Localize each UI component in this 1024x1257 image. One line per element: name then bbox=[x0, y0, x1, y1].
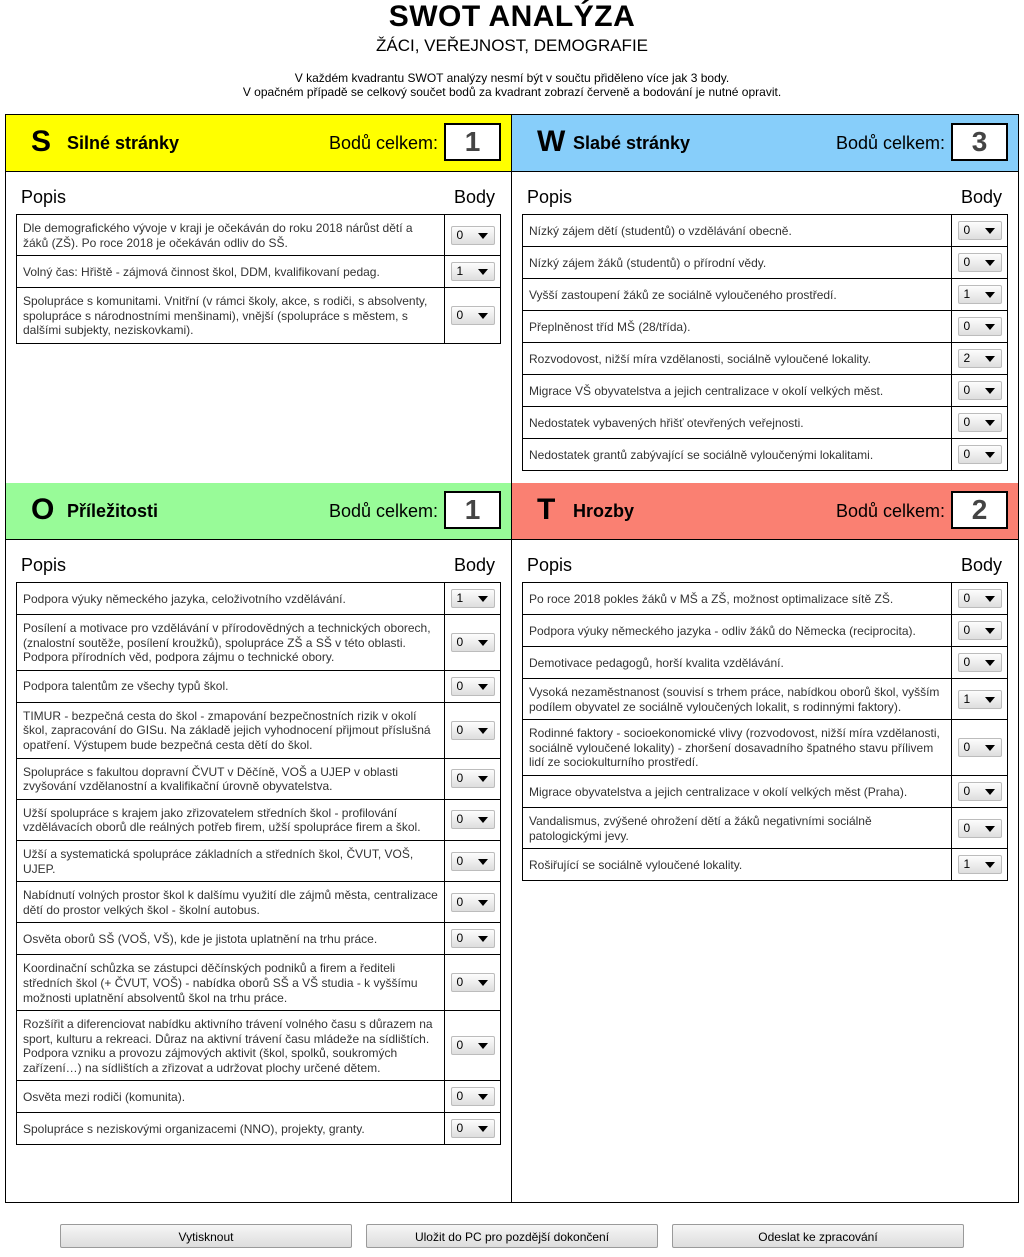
points-select[interactable] bbox=[451, 769, 495, 788]
list-header bbox=[512, 172, 1018, 214]
quadrant-name: Příležitosti bbox=[67, 501, 159, 521]
points-select-value: 0 bbox=[963, 223, 971, 237]
item-description bbox=[17, 215, 444, 255]
chevron-down-icon bbox=[478, 817, 488, 823]
item-list bbox=[16, 582, 501, 1145]
chevron-down-icon bbox=[985, 862, 995, 868]
item-points-cell bbox=[951, 615, 1007, 646]
item-description bbox=[17, 800, 444, 840]
total-points: 1 bbox=[444, 491, 501, 529]
instructions-line-1: V každém kvadrantu SWOT analýzy nesmí být v součtu přiděleno více jak 3 body. bbox=[294, 71, 730, 85]
item-description bbox=[523, 343, 951, 374]
item-description-text: Nedostatek vybavených hřišť otevřených veřejnosti. bbox=[529, 415, 804, 430]
item-description-text: Rodinné faktory - socioekonomické vlivy (rozvodovost, nižší míra vzdělanosti, sociálně vyloučené lokality) - zhoršení dosavadního špatného stavu přílivem lidí ze sociokulturního prostředí. bbox=[529, 726, 940, 770]
item-description bbox=[17, 759, 444, 799]
item-description bbox=[17, 671, 444, 702]
item-points-cell bbox=[444, 615, 500, 670]
points-select[interactable] bbox=[958, 653, 1002, 672]
list-item bbox=[17, 759, 500, 800]
points-select-value: 0 bbox=[456, 1089, 464, 1104]
item-description-text: Vyšší zastoupení žáků ze sociálně vyloučeného prostředí. bbox=[529, 287, 837, 302]
quadrant-letter: W bbox=[537, 125, 566, 158]
item-points-cell bbox=[951, 215, 1007, 246]
item-description-text: Nedostatek grantů zabývající se sociálně vyloučenými lokalitami. bbox=[529, 447, 874, 462]
column-header-description: Popis bbox=[527, 555, 573, 575]
quadrant-name: Slabé stránky bbox=[573, 133, 691, 153]
item-description bbox=[523, 375, 951, 406]
save-to-pc-button[interactable]: Uložit do PC pro pozdější dokončení bbox=[366, 1224, 658, 1248]
quadrant-name: Hrozby bbox=[573, 501, 635, 521]
chevron-down-icon bbox=[985, 745, 995, 751]
column-header-description: Popis bbox=[21, 187, 67, 207]
points-select-value: 0 bbox=[963, 655, 971, 669]
item-description-text: TIMUR - bezpečná cesta do škol - zmapování bezpečnostních rizik v okolí škol, zapracování do GISu. Na základě jejich vyhodnocení přijmout příslušná opatření. Výstupem bude bezpečná cesta dětí do škol. bbox=[23, 708, 431, 752]
item-description-text: Dle demografického vývoje v kraji je očekáván do roku 2018 nárůst dětí a žáků (ZŠ). Po roce 2018 je očekáván odliv do SŠ. bbox=[23, 221, 413, 250]
points-select-value: 0 bbox=[963, 255, 971, 269]
chevron-down-icon bbox=[985, 420, 995, 426]
points-select[interactable] bbox=[451, 810, 495, 829]
chevron-down-icon bbox=[985, 292, 995, 298]
item-points-cell bbox=[951, 247, 1007, 278]
list-item bbox=[17, 955, 500, 1011]
points-select[interactable] bbox=[451, 852, 495, 871]
points-select[interactable] bbox=[451, 1036, 495, 1055]
list-item bbox=[17, 215, 500, 256]
list-item bbox=[523, 583, 1007, 615]
list-header bbox=[6, 540, 511, 582]
item-description-text: Podpora talentům ze všechy typů škol. bbox=[23, 679, 229, 694]
chevron-down-icon bbox=[985, 324, 995, 330]
points-select-value: 0 bbox=[456, 931, 464, 946]
list-item bbox=[17, 1081, 500, 1113]
chevron-down-icon bbox=[985, 826, 995, 832]
points-select[interactable] bbox=[451, 893, 495, 912]
chevron-down-icon bbox=[985, 660, 995, 666]
quadrant-threats bbox=[512, 483, 1018, 1202]
item-points-cell bbox=[951, 407, 1007, 438]
total-label: Bodů celkem: bbox=[328, 501, 438, 521]
points-select-value: 0 bbox=[963, 783, 971, 798]
points-select-value: 0 bbox=[963, 623, 971, 637]
points-select-value: 0 bbox=[456, 812, 464, 827]
item-description-text: Osvěta oborů SŠ (VOŠ, VŠ), kde je jistota uplatnění na trhu práce. bbox=[23, 932, 378, 947]
points-select-value: 0 bbox=[456, 771, 464, 786]
item-points-cell bbox=[444, 882, 500, 922]
item-description-text: Demotivace pedagogů, horší kvalita vzdělávání. bbox=[529, 655, 784, 670]
chevron-down-icon bbox=[985, 789, 995, 795]
item-description bbox=[523, 279, 951, 310]
item-description bbox=[17, 256, 444, 287]
points-select-value: 1 bbox=[456, 264, 464, 279]
item-description-text: Posílení a motivace pro vzdělávání v přírodovědných a technických oborech, (znalostní soutěže, posílení kroužků), spolupráce ZŠ a SŠ v této oblasti. Podpora přírodních věd, podpora zájmu o technické obory. bbox=[23, 621, 431, 665]
quadrant-letter: T bbox=[537, 493, 556, 526]
item-description-text: Přeplněnost tříd MŠ (28/třída). bbox=[529, 319, 691, 334]
item-description-text: Podpora výuky německého jazyka, celoživotního vzdělávání. bbox=[23, 591, 346, 606]
list-item bbox=[523, 215, 1007, 247]
quadrant-strengths bbox=[6, 115, 512, 483]
points-select-value: 0 bbox=[963, 319, 971, 333]
item-list bbox=[522, 214, 1008, 471]
list-item bbox=[17, 671, 500, 703]
list-item bbox=[523, 343, 1007, 375]
chevron-down-icon bbox=[478, 684, 488, 690]
points-select[interactable] bbox=[451, 306, 495, 325]
item-description bbox=[523, 215, 951, 246]
list-item bbox=[17, 288, 500, 344]
list-item bbox=[17, 1113, 500, 1145]
quadrant-header bbox=[6, 115, 511, 172]
quadrant-opportunities bbox=[6, 483, 512, 1202]
list-item bbox=[523, 311, 1007, 343]
quadrant-letter: S bbox=[31, 125, 52, 158]
list-item bbox=[17, 703, 500, 759]
item-points-cell bbox=[951, 375, 1007, 406]
item-points-cell bbox=[444, 923, 500, 954]
list-item bbox=[523, 247, 1007, 279]
column-header-description: Popis bbox=[21, 555, 67, 575]
item-points-cell bbox=[951, 849, 1007, 880]
item-description bbox=[17, 1081, 444, 1112]
item-description bbox=[523, 720, 951, 775]
item-points-cell bbox=[951, 439, 1007, 470]
total-points: 1 bbox=[444, 123, 501, 161]
chevron-down-icon bbox=[478, 859, 488, 865]
item-description bbox=[523, 247, 951, 278]
chevron-down-icon bbox=[985, 697, 995, 703]
column-header-points: Body bbox=[453, 555, 495, 575]
list-item bbox=[523, 279, 1007, 311]
item-points-cell bbox=[951, 647, 1007, 678]
item-points-cell bbox=[444, 841, 500, 881]
chevron-down-icon bbox=[985, 356, 995, 362]
chevron-down-icon bbox=[478, 900, 488, 906]
chevron-down-icon bbox=[985, 452, 995, 458]
points-select-value: 0 bbox=[456, 308, 464, 323]
item-description-text: Rozvodovost, nižší míra vzdělanosti, sociálně vyloučené lokality. bbox=[529, 351, 871, 366]
list-header bbox=[6, 172, 511, 214]
item-description bbox=[17, 1113, 444, 1144]
points-select[interactable] bbox=[958, 349, 1002, 368]
quadrant-header bbox=[512, 483, 1018, 540]
chevron-down-icon bbox=[478, 313, 488, 319]
item-points-cell bbox=[444, 759, 500, 799]
item-description-text: Spolupráce s fakultou dopravní ČVUT v Děčíně, VOŠ a UJEP v oblasti zvyšování vzdělanostní a kvalifikační úrovně obyvatelstva. bbox=[23, 764, 399, 794]
list-item bbox=[17, 615, 500, 671]
item-description bbox=[17, 1011, 444, 1080]
item-description bbox=[523, 311, 951, 342]
item-description bbox=[17, 288, 444, 343]
item-points-cell bbox=[444, 703, 500, 758]
item-points-cell bbox=[444, 1113, 500, 1144]
item-description-text: Užší a systematická spolupráce základních a středních škol, ČVUT, VOŠ, UJEP. bbox=[23, 846, 414, 876]
points-select[interactable] bbox=[958, 690, 1002, 709]
points-select-value: 0 bbox=[456, 678, 464, 693]
points-select[interactable] bbox=[451, 929, 495, 948]
quadrant-header bbox=[512, 115, 1018, 172]
list-item bbox=[17, 1011, 500, 1081]
points-select-value: 0 bbox=[456, 227, 464, 242]
total-label: Bodů celkem: bbox=[328, 133, 438, 153]
instructions-line-2: V opačném případě se celkový součet bodů za kvadrant zobrazí červeně a bodování je nutné opravit. bbox=[242, 85, 782, 99]
item-list bbox=[16, 214, 501, 344]
points-select[interactable] bbox=[958, 855, 1002, 874]
points-select-value: 0 bbox=[456, 894, 464, 909]
points-select-value: 0 bbox=[963, 740, 971, 755]
points-select-value: 0 bbox=[456, 722, 464, 737]
chevron-down-icon bbox=[478, 596, 488, 602]
list-item bbox=[523, 439, 1007, 471]
list-item bbox=[17, 923, 500, 955]
quadrant-weaknesses bbox=[512, 115, 1018, 483]
chevron-down-icon bbox=[478, 640, 488, 646]
item-list bbox=[522, 582, 1008, 881]
item-points-cell bbox=[951, 343, 1007, 374]
item-description bbox=[523, 776, 951, 807]
item-points-cell bbox=[444, 671, 500, 702]
item-description bbox=[523, 849, 951, 880]
column-header-points: Body bbox=[960, 187, 1002, 207]
points-select-value: 1 bbox=[963, 287, 971, 301]
page-subtitle: ŽÁCI, VEŘEJNOST, DEMOGRAFIE bbox=[375, 36, 649, 55]
points-select-value: 0 bbox=[963, 383, 971, 397]
points-select[interactable] bbox=[958, 317, 1002, 336]
quadrant-name: Silné stránky bbox=[67, 133, 180, 153]
item-points-cell bbox=[444, 215, 500, 255]
item-points-cell bbox=[444, 288, 500, 343]
points-select[interactable] bbox=[958, 253, 1002, 272]
list-item bbox=[523, 375, 1007, 407]
item-description-text: Rošiřující se sociálně vyloučené lokality. bbox=[529, 857, 743, 872]
item-description bbox=[17, 955, 444, 1010]
points-select[interactable] bbox=[958, 381, 1002, 400]
chevron-down-icon bbox=[985, 596, 995, 602]
list-item bbox=[523, 407, 1007, 439]
page-title: SWOT ANALÝZA bbox=[388, 0, 636, 33]
item-description bbox=[17, 583, 444, 614]
item-description-text: Migrace VŠ obyvatelstva a jejich centralizace v okolí velkých měst. bbox=[529, 383, 884, 398]
item-description-text: Užší spolupráce s krajem jako zřizovatelem středních škol - profilování vzdělávacích oborů dle reálných potřeb firem, užší spolupráce firem a škol. bbox=[23, 805, 421, 835]
item-points-cell bbox=[444, 1011, 500, 1080]
points-select[interactable] bbox=[958, 221, 1002, 240]
list-item bbox=[17, 882, 500, 923]
list-item bbox=[523, 849, 1007, 881]
list-item bbox=[17, 256, 500, 288]
item-description-text: Nabídnutí volných prostor škol k dalšímu využití dle zájmů města, centralizace dětí do prostor velkých škol - školní autobus. bbox=[23, 888, 438, 917]
list-item bbox=[523, 679, 1007, 720]
item-description bbox=[523, 647, 951, 678]
column-header-description: Popis bbox=[527, 187, 573, 207]
item-description bbox=[523, 583, 951, 614]
chevron-down-icon bbox=[478, 269, 488, 275]
item-description bbox=[17, 923, 444, 954]
chevron-down-icon bbox=[478, 980, 488, 986]
item-points-cell bbox=[444, 800, 500, 840]
item-points-cell bbox=[951, 583, 1007, 614]
item-points-cell bbox=[951, 776, 1007, 807]
chevron-down-icon bbox=[478, 233, 488, 239]
chevron-down-icon bbox=[985, 228, 995, 234]
chevron-down-icon bbox=[478, 1094, 488, 1100]
list-item bbox=[523, 615, 1007, 647]
quadrant-letter: O bbox=[31, 493, 55, 526]
list-item bbox=[17, 841, 500, 882]
item-points-cell bbox=[951, 311, 1007, 342]
item-description-text: Podpora výuky německého jazyka - odliv žáků do Německa (reciprocita). bbox=[529, 623, 916, 638]
item-points-cell bbox=[951, 679, 1007, 719]
item-description-text: Spolupráce s neziskovými organizacemi (NNO), projekty, granty. bbox=[23, 1122, 365, 1137]
points-select[interactable] bbox=[958, 738, 1002, 757]
points-select-value: 0 bbox=[963, 415, 971, 429]
total-points: 2 bbox=[951, 491, 1008, 529]
swot-grid bbox=[5, 114, 1019, 1203]
column-header-points: Body bbox=[960, 555, 1002, 575]
item-points-cell bbox=[444, 1081, 500, 1112]
points-select-value: 0 bbox=[456, 634, 464, 649]
list-item bbox=[17, 583, 500, 615]
quadrant-header bbox=[6, 483, 511, 540]
list-item bbox=[523, 776, 1007, 808]
points-select[interactable] bbox=[958, 413, 1002, 432]
chevron-down-icon bbox=[985, 388, 995, 394]
item-description-text: Migrace obyvatelstva a jejich centralizace v okolí velkých měst (Praha). bbox=[529, 784, 908, 799]
item-description bbox=[523, 407, 951, 438]
points-select[interactable] bbox=[958, 782, 1002, 801]
list-item bbox=[523, 720, 1007, 776]
item-description-text: Po roce 2018 pokles žáků v MŠ a ZŠ, možnost optimalizace sítě ZŠ. bbox=[529, 591, 894, 606]
total-label: Bodů celkem: bbox=[835, 501, 945, 521]
instructions bbox=[0, 71, 1024, 99]
points-select[interactable] bbox=[451, 677, 495, 696]
item-points-cell bbox=[951, 808, 1007, 848]
points-select-value: 1 bbox=[456, 591, 464, 605]
list-item bbox=[523, 647, 1007, 679]
item-points-cell bbox=[951, 279, 1007, 310]
total-points: 3 bbox=[951, 123, 1008, 161]
points-select-value: 2 bbox=[963, 351, 971, 365]
item-description-text: Vysoká nezaměstnanost (souvisí s trhem práce, nabídkou oborů škol, vyšším podílem obyvatel ze sociálně vyloučených lokalit, s rodinnými faktory). bbox=[529, 685, 940, 714]
points-select[interactable] bbox=[958, 589, 1002, 608]
points-select[interactable] bbox=[958, 445, 1002, 464]
item-points-cell bbox=[951, 720, 1007, 775]
item-description-text: Volný čas: Hřiště - zájmová činnost škol, DDM, kvalifikovaní pedag. bbox=[23, 264, 380, 279]
chevron-down-icon bbox=[478, 728, 488, 734]
item-points-cell bbox=[444, 256, 500, 287]
send-button[interactable]: Odeslat ke zpracování bbox=[672, 1224, 964, 1248]
chevron-down-icon bbox=[478, 1126, 488, 1132]
points-select-value: 0 bbox=[963, 820, 971, 835]
points-select[interactable] bbox=[958, 819, 1002, 838]
points-select[interactable] bbox=[451, 1087, 495, 1106]
chevron-down-icon bbox=[985, 628, 995, 634]
points-select-value: 1 bbox=[963, 691, 971, 706]
points-select-value: 0 bbox=[456, 1038, 464, 1053]
item-description bbox=[523, 679, 951, 719]
item-description bbox=[17, 841, 444, 881]
list-header bbox=[512, 540, 1018, 582]
item-description-text: Osvěta mezi rodiči (komunita). bbox=[23, 1090, 186, 1105]
item-description-text: Nízký zájem žáků (studentů) o přírodní vědy. bbox=[529, 255, 767, 270]
item-points-cell bbox=[444, 583, 500, 614]
item-description-text: Vandalismus, zvýšené ohrožení dětí a žáků negativními sociálně patologickými jevy. bbox=[529, 813, 872, 843]
item-description-text: Rozšířit a diferenciovat nabídku aktivního trávení volného času s důrazem na sport, kulturu a rekreaci. Důraz na aktivní trávení času mládeže na sídlištích. Podpora vzniku a provozu zájmových aktivit (škol, spolků, soukromých zařízení…) na sídlištích a zřizovat a udržovat plochy určené dětem. bbox=[23, 1017, 433, 1075]
points-select-value: 0 bbox=[456, 853, 464, 868]
points-select[interactable] bbox=[451, 589, 495, 608]
list-item bbox=[17, 800, 500, 841]
column-header-points: Body bbox=[453, 187, 495, 207]
item-description bbox=[523, 808, 951, 848]
points-select-value: 0 bbox=[456, 975, 464, 990]
points-select[interactable] bbox=[451, 262, 495, 281]
points-select[interactable] bbox=[451, 721, 495, 740]
item-description-text: Koordinační schůzka se zástupci děčínských podniků a firem a řediteli středních škol (+ ČVUT, VOŠ) - nabídka oborů SŠ a VŠ studia - k vyššímu možnosti uplatnění absolventů škol na trhu práce. bbox=[23, 961, 418, 1005]
points-select[interactable] bbox=[958, 285, 1002, 304]
points-select-value: 0 bbox=[456, 1121, 464, 1136]
chevron-down-icon bbox=[478, 776, 488, 782]
points-select-value: 0 bbox=[963, 447, 971, 461]
points-select-value: 0 bbox=[963, 591, 971, 605]
points-select[interactable] bbox=[451, 633, 495, 652]
item-description bbox=[17, 882, 444, 922]
chevron-down-icon bbox=[985, 260, 995, 266]
item-description bbox=[523, 615, 951, 646]
item-description-text: Nízký zájem dětí (studentů) o vzdělávání obecně. bbox=[529, 223, 792, 238]
points-select[interactable] bbox=[451, 1119, 495, 1138]
points-select[interactable] bbox=[451, 226, 495, 245]
item-description bbox=[17, 703, 444, 758]
total-label: Bodů celkem: bbox=[835, 133, 945, 153]
item-description bbox=[523, 439, 951, 470]
print-button[interactable]: Vytisknout bbox=[60, 1224, 352, 1248]
list-item bbox=[523, 808, 1007, 849]
item-points-cell bbox=[444, 955, 500, 1010]
item-description bbox=[17, 615, 444, 670]
chevron-down-icon bbox=[478, 936, 488, 942]
chevron-down-icon bbox=[478, 1043, 488, 1049]
points-select[interactable] bbox=[958, 621, 1002, 640]
points-select[interactable] bbox=[451, 973, 495, 992]
points-select-value: 1 bbox=[963, 857, 971, 872]
item-description-text: Spolupráce s komunitami. Vnitřní (v rámci školy, akce, s rodiči, s absolventy, spolupráce s národnostními menšinami), vnější (spolupráce s městem, s dalšími subjekty, neziskovkami). bbox=[23, 294, 428, 338]
